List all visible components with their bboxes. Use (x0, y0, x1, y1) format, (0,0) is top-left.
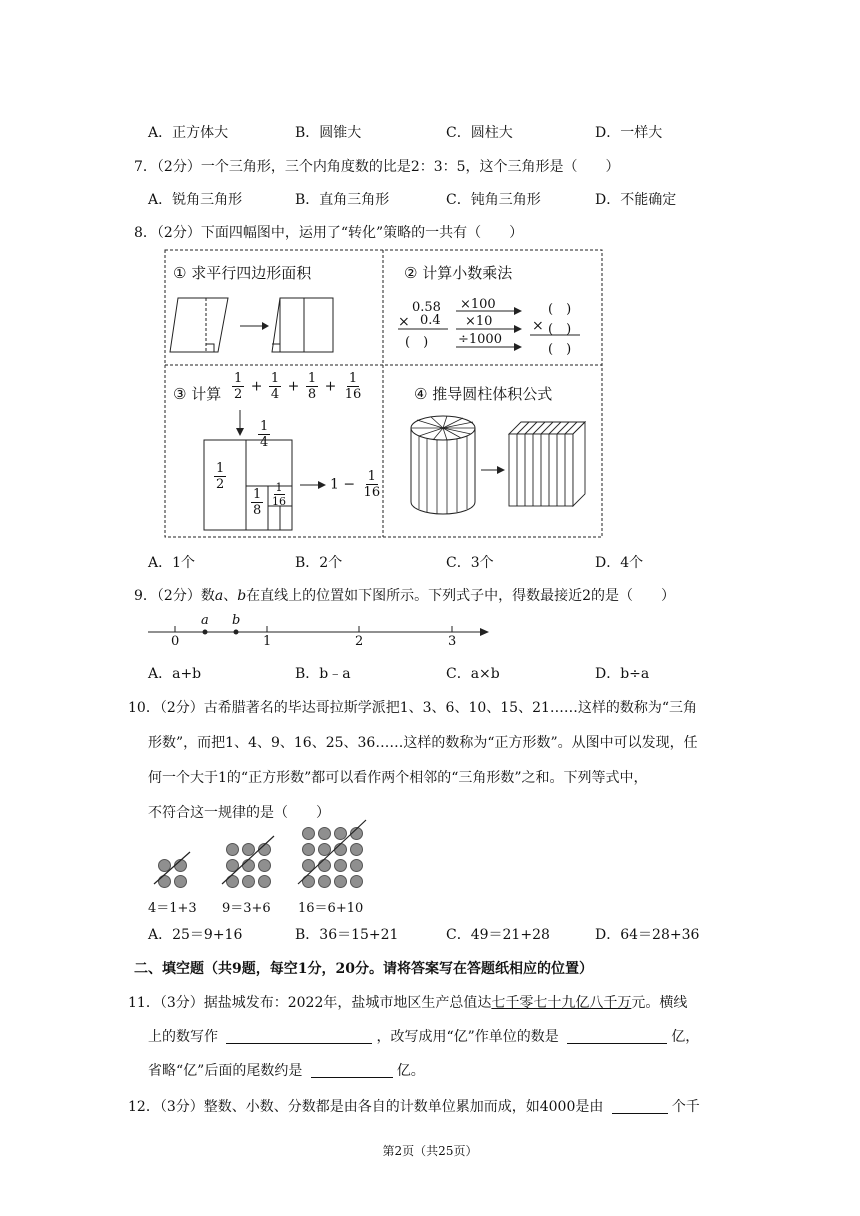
q7-option-c: C．钝角三角形 (446, 192, 541, 208)
panel2-times-left: × (398, 314, 410, 330)
tick-2: 2 (355, 634, 364, 649)
q7-option-b: B．直角三角形 (295, 192, 390, 208)
panel3-quarter: $\frac{1}{4}$ (260, 419, 269, 450)
q12-blank-1[interactable] (612, 1099, 668, 1114)
q12-line-1: 12．（3分）整数、小数、分数都是由各自的计数单位累加而成，如4000是由 个千 (128, 1099, 700, 1115)
panel2-title: ② 计算小数乘法 (404, 264, 513, 282)
q7-option-d: D．不能确定 (595, 192, 677, 208)
panel2-right3: ( ) (548, 342, 572, 357)
parallelogram-diagram (168, 292, 368, 362)
q11-blank-2[interactable] (567, 1029, 667, 1044)
panel4-title: ④ 推导圆柱体积公式 (414, 385, 553, 403)
q10-option-a: A．25＝9+16 (148, 927, 243, 943)
panel3-title: ③ 计算 (173, 385, 222, 403)
q8-stem: 8．（2分）下面四幅图中，运用了“转化”策略的一共有（ ） (134, 225, 524, 241)
q8-option-c: C．3个 (446, 555, 494, 571)
q11-line-3: 省略“亿”后面的尾数约是 亿。 (148, 1063, 425, 1079)
point-a-label: a (201, 613, 209, 628)
q6-option-a: A．正方体大 (148, 125, 229, 141)
q6-option-d: D．一样大 (595, 125, 663, 141)
page-footer: 第2页（共25页） (382, 1144, 478, 1158)
eq-4: 4＝1+3 (148, 901, 197, 916)
q6-option-b: B．圆锥大 (295, 125, 362, 141)
q7-stem: 7．（2分）一个三角形，三个内角度数的比是2：3：5，这个三角形是（ ） (134, 159, 620, 175)
panel2-op3: ÷1000 (458, 332, 502, 347)
panel2-op2: ×10 (465, 314, 493, 329)
q10-option-c: C．49＝21+28 (446, 927, 550, 943)
q8-option-d: D．4个 (595, 555, 644, 571)
panel1-title: ① 求平行四边形面积 (173, 264, 312, 282)
panel3-eighth: $\frac{1}{8}$ (253, 487, 262, 518)
eq-9: 9＝3+6 (222, 901, 271, 916)
q10-line-1: 10．（2分）古希腊著名的毕达哥拉斯学派把1、3、6、10、15、21……这样的数称为“三角 (128, 700, 698, 716)
panel3-result: 1 − $\frac{1}{16}$ (330, 469, 381, 500)
q10-option-d: D．64＝28+36 (595, 927, 700, 943)
q11-blank-1[interactable] (226, 1029, 372, 1044)
tick-3: 3 (448, 634, 457, 649)
panel3-half: $\frac{1}{2}$ (216, 461, 225, 492)
q9-option-d: D．b÷a (595, 666, 650, 682)
q11-line-2: 上的数写作 ，改写成用“亿”作单位的数是 亿， (148, 1029, 700, 1045)
panel2-right1: ( ) (548, 302, 572, 317)
q11-blank-3[interactable] (311, 1063, 393, 1078)
q8-option-b: B．2个 (295, 555, 343, 571)
q10-line-3: 何一个大于1的“正方形数”都可以看作两个相邻的“三角形数”之和。下列等式中， (148, 770, 648, 786)
section-2-heading: 二、填空题（共9题，每空1分，20分。请将答案写在答题纸相应的位置） (134, 961, 593, 977)
panel2-factor1: 0.58 (412, 300, 441, 315)
panel2-product: ( ) (405, 335, 429, 350)
q10-line-2: 形数”，而把1、4、9、16、25、36……这样的数称为“正方形数”。从图中可以发现，任 (148, 735, 698, 751)
number-line (146, 612, 496, 652)
q9-stem: 9．（2分）数a、b在直线上的位置如下图所示。下列式子中，得数最接近2的是（ ） (134, 588, 676, 604)
q9-option-c: C．a×b (446, 666, 500, 682)
panel2-op1: ×100 (460, 297, 496, 312)
cylinder-diagram (405, 412, 600, 520)
q8-option-a: A．1个 (148, 555, 196, 571)
q10-option-b: B．36＝15+21 (295, 927, 399, 943)
panel2-factor2: 0.4 (420, 313, 441, 328)
panel3-expression: $\frac{1}{2}$ + $\frac{1}{4}$ + $\frac{1}{8}$ + $\frac{1}{16}$ (234, 371, 362, 402)
q9-option-b: B．b﹣a (295, 666, 351, 682)
q9-option-a: A．a+b (148, 666, 202, 682)
panel2-right2: ( ) (548, 322, 572, 337)
tick-1: 1 (263, 634, 272, 649)
eq-16: 16＝6+10 (298, 901, 364, 916)
tick-0: 0 (171, 634, 180, 649)
q6-option-c: C．圆柱大 (446, 125, 513, 141)
q7-option-a: A．锐角三角形 (148, 192, 243, 208)
panel3-sixteenth: $\frac{1}{16}$ (272, 481, 286, 508)
point-b-label: b (232, 613, 241, 628)
panel2-times-right: × (532, 318, 544, 334)
q10-line-4: 不符合这一规律的是（ ） (148, 805, 330, 821)
q11-line-1: 11．（3分）据盐城发布：2022年，盐城市地区生产总值达七千零七十九亿八千万元。横线 (128, 995, 688, 1011)
